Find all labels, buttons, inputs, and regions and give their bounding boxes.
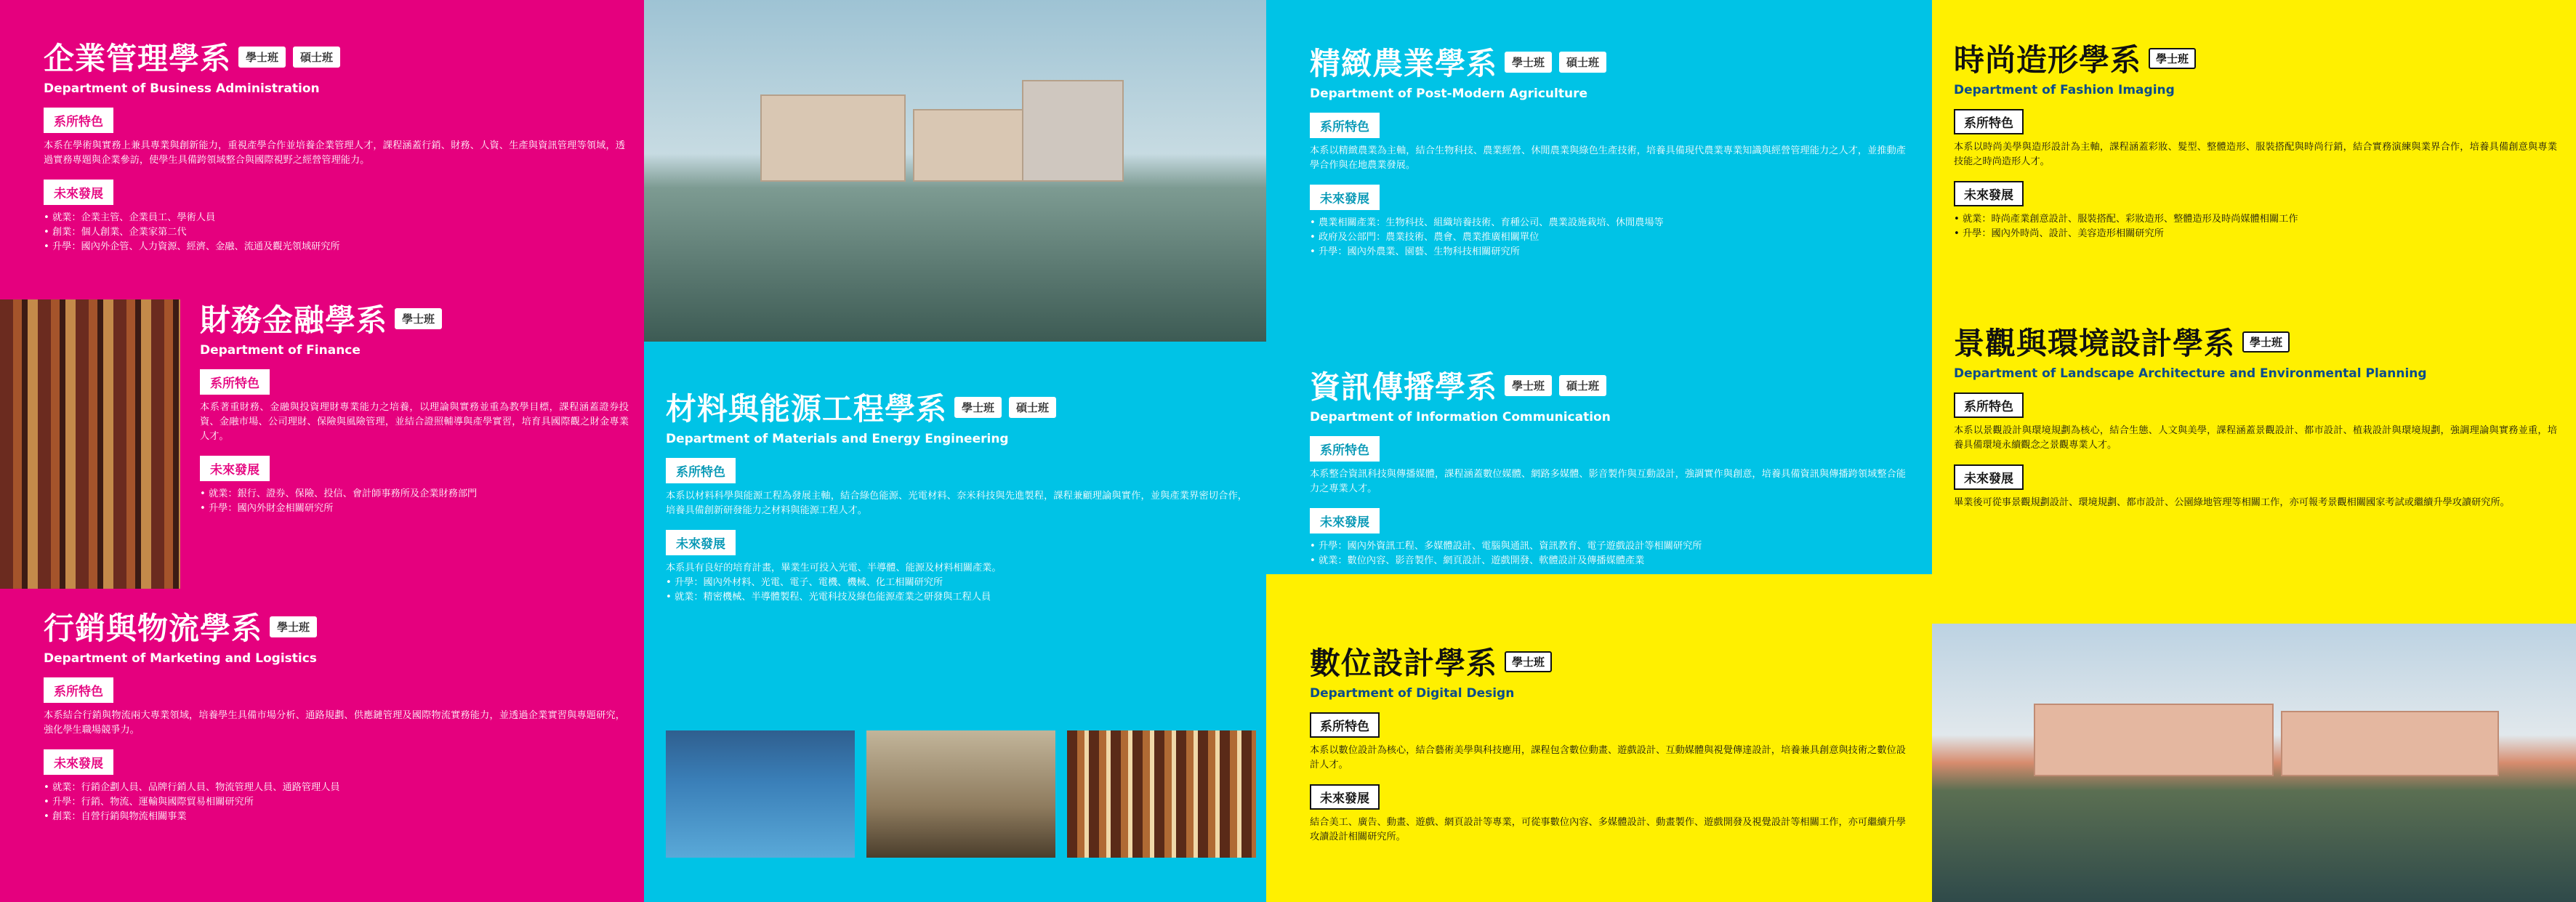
degree-badge: 學士班: [238, 47, 286, 68]
list-item: • 升學：國內外時尚、設計、美容造形相關研究所: [1954, 227, 2557, 241]
feature-text: 本系以景觀設計與環境規劃為核心，結合生態、人文與美學，課程涵蓋景觀設計、都市設計、植栽設計與環境規劃，強調理論與實務並重，培養具備環境永續觀念之景觀專業人才。: [1954, 425, 2557, 451]
feature-text: 本系在學術與實務上兼具專業與創新能力，重視產學合作並培養企業管理人才，課程涵蓋行銷、財務、人資、生產與資訊管理等領域，透過實務專題與企業參訪，使學生具備跨領域整合與國際視野之經營管理能力。: [44, 140, 625, 166]
future-list: [44, 781, 625, 824]
future-list: [1310, 539, 1906, 568]
list-item: • 升學：國內外材料、光電、電子、電機、機械、化工相關研究所: [666, 576, 1247, 590]
future-list: [200, 487, 629, 516]
degree-badge: 學士班: [2242, 331, 2290, 353]
section-label: 未來發展: [1954, 181, 2024, 206]
column-business: [0, 0, 644, 902]
campus-lake-photo: [644, 0, 1266, 342]
dept-english-title: Department of Business Administration: [44, 81, 320, 96]
future-list: [44, 211, 625, 254]
library-reading-photo: [1067, 730, 1256, 858]
dept-title: 精緻農業學系: [1310, 46, 1498, 81]
list-item: • 創業：個人創業、企業家第二代: [44, 225, 625, 240]
library-photo: [0, 299, 180, 589]
dept-english-title: Department of Marketing and Logistics: [44, 651, 317, 666]
section-label: 系所特色: [1310, 712, 1380, 738]
dept-title: 材料與能源工程學系: [666, 391, 948, 427]
dept-title: 財務金融學系: [200, 302, 388, 338]
section-label: 未來發展: [1954, 464, 2024, 490]
dept-fashion: [1954, 36, 2557, 241]
dept-title: 數位設計學系: [1310, 645, 1498, 681]
dept-title: 資訊傳播學系: [1310, 369, 1498, 405]
dept-landscape: [1954, 320, 2557, 510]
dept-digital: [1310, 640, 1906, 845]
section-label: 未來發展: [1310, 508, 1380, 533]
list-item: • 創業：自營行銷與物流相關事業: [44, 810, 625, 824]
section-label: 未來發展: [1310, 185, 1380, 210]
section-label: 系所特色: [1954, 392, 2024, 418]
future-intro: 本系具有良好的培育計畫，畢業生可投入光電、半導體、能源及材料相關產業。: [666, 563, 1002, 573]
degree-badge: 學士班: [395, 308, 442, 329]
column-digital: [1266, 574, 1932, 902]
section-label: 未來發展: [44, 180, 113, 205]
feature-text: 本系以材料科學與能源工程為發展主軸，結合綠色能源、光電材料、奈米科技與先進製程，課程兼顧理論與實作，並與產業界密切合作，培養具備創新研發能力之材料與能源工程人才。: [666, 491, 1247, 516]
degree-badge: 碩士班: [1009, 397, 1056, 418]
gym-photo: [866, 730, 1055, 858]
dept-title: 企業管理學系: [44, 41, 232, 76]
section-label: 系所特色: [1310, 436, 1380, 462]
section-label: 系所特色: [200, 369, 270, 395]
dept-finance: [200, 297, 629, 516]
degree-badge: 學士班: [954, 397, 1002, 418]
section-label: 未來發展: [44, 749, 113, 775]
degree-badge: 碩士班: [293, 47, 340, 68]
list-item: • 就業：銀行、證券、保險、投信、會計師事務所及企業財務部門: [200, 487, 629, 502]
campus-building-photo: [1932, 624, 2576, 902]
feature-text: 本系結合行銷與物流兩大專業領域，培養學生具備市場分析、通路規劃、供應鏈管理及國際物流實務能力，並透過企業實習與專題研究，強化學生職場競爭力。: [44, 710, 625, 736]
dept-materials: [666, 385, 1247, 605]
list-item: • 政府及公部門：農業技術、農會、農業推廣相關單位: [1310, 230, 1906, 245]
degree-badge: 碩士班: [1559, 52, 1606, 73]
dept-business: [44, 35, 625, 254]
feature-text: 本系以數位設計為核心，結合藝術美學與科技應用，課程包含數位動畫、遊戲設計、互動媒體與視覺傳達設計，培養兼具創意與技術之數位設計人才。: [1310, 745, 1906, 770]
dept-english-title: Department of Fashion Imaging: [1954, 83, 2175, 97]
swimming-pool-photo: [666, 730, 855, 858]
feature-text: 本系以精緻農業為主軸，結合生物科技、農業經營、休閒農業與綠色生產技術，培養具備現代農業專業知識與經營管理能力之人才，並推動產學合作與在地農業發展。: [1310, 145, 1906, 171]
dept-english-title: Department of Materials and Energy Engineering: [666, 432, 1009, 446]
section-label: 系所特色: [1954, 109, 2024, 134]
section-label: 系所特色: [44, 677, 113, 703]
dept-agriculture: [1310, 40, 1906, 259]
dept-title: 時尚造形學系: [1954, 42, 2142, 78]
dept-english-title: Department of Information Communication: [1310, 410, 1611, 424]
section-label: 系所特色: [1310, 113, 1380, 138]
section-label: 未來發展: [1310, 784, 1380, 810]
list-item: • 就業：時尚產業創意設計、服裝搭配、彩妝造形、整體造形及時尚媒體相關工作: [1954, 212, 2557, 227]
dept-english-title: Department of Finance: [200, 343, 361, 358]
degree-badge: 學士班: [2149, 48, 2196, 69]
list-item: • 就業：行銷企劃人員、品牌行銷人員、物流管理人員、通路管理人員: [44, 781, 625, 795]
degree-badge: 學士班: [1505, 375, 1552, 396]
list-item: • 升學：國內外財金相關研究所: [200, 502, 629, 516]
section-label: 系所特色: [666, 458, 736, 483]
dept-english-title: Department of Digital Design: [1310, 686, 1515, 701]
feature-text: 本系以時尚美學與造形設計為主軸，課程涵蓋彩妝、髮型、整體造形、服裝搭配與時尚行銷，結合實務演練與業界合作，培養具備創意與專業技能之時尚造形人才。: [1954, 142, 2557, 167]
list-item: • 就業：精密機械、半導體製程、光電科技及綠色能源產業之研發與工程人員: [666, 590, 1247, 605]
list-item: • 升學：國內外資訊工程、多媒體設計、電腦與通訊、資訊教育、電子遊戲設計等相關研究所: [1310, 539, 1906, 554]
column-fashion: [1932, 0, 2576, 902]
list-item: • 就業：數位內容、影音製作、網頁設計、遊戲開發、軟體設計及傳播媒體產業: [1310, 554, 1906, 568]
list-item: • 升學：國內外企管、人力資源、經濟、金融、流通及觀光領域研究所: [44, 240, 625, 254]
dept-english-title: Department of Post-Modern Agriculture: [1310, 86, 1588, 101]
dept-title: 景觀與環境設計學系: [1954, 326, 2236, 361]
future-text: 結合美工、廣告、動畫、遊戲、網頁設計等專業，可從事數位內容、多媒體設計、動畫製作、遊戲開發及視覺設計等相關工作，亦可繼續升學攻讀設計相關研究所。: [1310, 817, 1906, 842]
future-list: [1310, 216, 1906, 259]
dept-title: 行銷與物流學系: [44, 611, 263, 646]
column-materials: [644, 0, 1266, 902]
feature-text: 本系整合資訊科技與傳播媒體，課程涵蓋數位媒體、網路多媒體、影音製作與互動設計，強調實作與創意，培養具備資訊與傳播跨領域整合能力之專業人才。: [1310, 469, 1906, 494]
section-label: 未來發展: [666, 530, 736, 555]
dept-marketing: [44, 605, 625, 824]
degree-badge: 學士班: [270, 616, 317, 637]
section-label: 未來發展: [200, 456, 270, 481]
column-agriculture: [1266, 0, 1932, 574]
list-item: • 升學：行銷、物流、運輸與國際貿易相關研究所: [44, 795, 625, 810]
future-text: 畢業後可從事景觀規劃設計、環境規劃、都市設計、公園綠地管理等相關工作，亦可報考景觀相關國家考試或繼續升學攻讀研究所。: [1954, 497, 2510, 508]
section-label: 系所特色: [44, 108, 113, 133]
degree-badge: 學士班: [1505, 651, 1552, 672]
dept-communication: [1310, 363, 1906, 568]
list-item: • 升學：國內外農業、園藝、生物科技相關研究所: [1310, 245, 1906, 259]
feature-text: 本系著重財務、金融與投資理財專業能力之培養，以理論與實務並重為教學目標，課程涵蓋證券投資、金融市場、公司理財、保險與風險管理，並結合證照輔導與產學實習，培育具國際觀之財金專業人才。: [200, 402, 629, 442]
degree-badge: 碩士班: [1559, 375, 1606, 396]
degree-badge: 學士班: [1505, 52, 1552, 73]
list-item: • 農業相關產業：生物科技、組織培養技術、育種公司、農業設施栽培、休閒農場等: [1310, 216, 1906, 230]
future-list: [666, 576, 1247, 605]
future-list: [1954, 212, 2557, 241]
list-item: • 就業：企業主管、企業員工、學術人員: [44, 211, 625, 225]
dept-english-title: Department of Landscape Architecture and Environmental Planning: [1954, 366, 2427, 381]
